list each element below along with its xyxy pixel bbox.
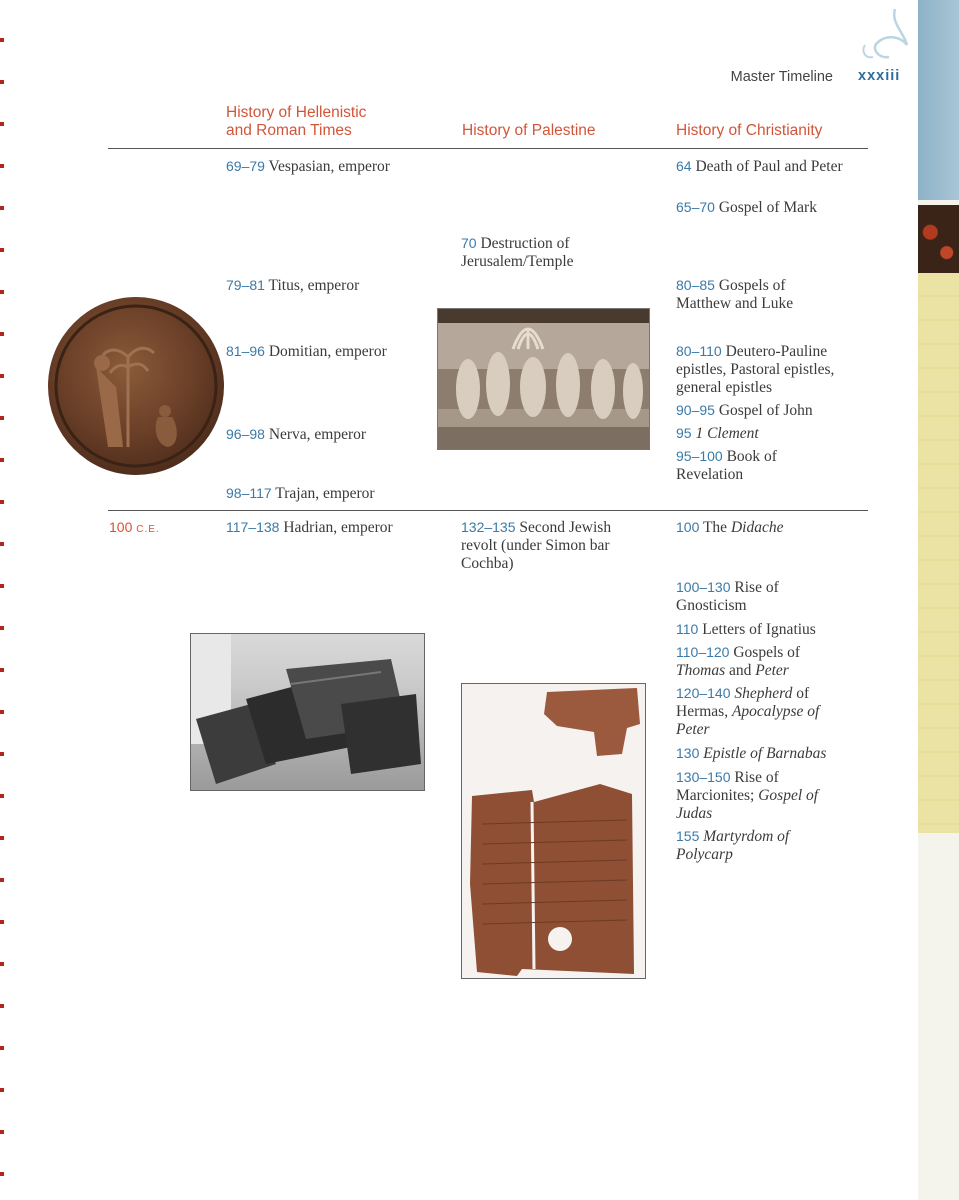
column-heading-palestine: History of Palestine xyxy=(462,122,596,139)
coin-relief-icon xyxy=(48,297,224,475)
timeline-entry xyxy=(676,578,826,615)
timeline-entry xyxy=(676,518,861,537)
timeline-entry xyxy=(676,401,861,420)
entry-years: 110 xyxy=(676,621,699,637)
running-title: Master Timeline xyxy=(730,69,833,85)
page-number: xxxiii xyxy=(858,68,901,84)
relief-figures-icon xyxy=(438,309,649,449)
entry-text: Domitian, emperor xyxy=(268,343,387,360)
entry-text-italic: Gospel of Judas xyxy=(676,787,819,822)
arch-relief-image xyxy=(437,308,650,450)
timeline-entry xyxy=(226,276,426,295)
entry-text-italic: Epistle of Barnabas xyxy=(703,745,827,762)
entry-years: 120–140 xyxy=(676,685,731,701)
strip-ornament xyxy=(918,205,959,273)
timeline-entry xyxy=(226,518,436,537)
column-heading-hellenistic xyxy=(226,104,366,140)
entry-text: Gospels of xyxy=(733,644,801,661)
entry-years: 130 xyxy=(676,745,700,761)
timeline-entry xyxy=(676,276,826,313)
entry-text: 1 Clement xyxy=(695,425,759,442)
entry-text: Rise of Marcionites; xyxy=(676,769,779,804)
entry-years: 80–110 xyxy=(676,343,722,359)
entry-years: 79–81 xyxy=(226,277,265,293)
entry-years: 130–150 xyxy=(676,769,731,785)
column-heading-hellenistic-line1: History of Hellenistic xyxy=(226,104,367,121)
entry-years: 95–100 xyxy=(676,448,723,464)
entry-text: Trajan, emperor xyxy=(275,485,375,502)
entry-years: 80–85 xyxy=(676,277,715,293)
binding-dots xyxy=(0,0,4,1200)
century-rule xyxy=(108,510,868,511)
entry-text-italic: Thomas xyxy=(676,662,726,679)
codices-image xyxy=(190,633,425,791)
entry-text: Titus, emperor xyxy=(268,277,360,294)
era-marker xyxy=(109,519,160,535)
coin-image xyxy=(48,297,224,475)
entry-years: 155 xyxy=(676,828,700,844)
entry-years: 100–130 xyxy=(676,579,731,595)
entry-years: 65–70 xyxy=(676,199,715,215)
entry-years: 96–98 xyxy=(226,426,265,442)
strip-manuscript-band xyxy=(918,273,959,833)
papyrus-image xyxy=(461,683,646,979)
entry-years: 64 xyxy=(676,158,692,174)
entry-years: 69–79 xyxy=(226,158,265,174)
timeline-entry xyxy=(676,157,846,176)
timeline-entry xyxy=(676,684,851,739)
column-heading-hellenistic-line2: and Roman Times xyxy=(226,122,352,139)
era-number: 100 xyxy=(109,519,133,535)
timeline-entry xyxy=(226,484,426,503)
timeline-entry xyxy=(461,518,646,573)
entry-text: Letters of Ignatius xyxy=(702,621,816,638)
entry-years: 90–95 xyxy=(676,402,715,418)
timeline-entry xyxy=(676,424,861,443)
entry-text: and xyxy=(728,662,752,679)
entry-text: of Hermas, xyxy=(676,685,810,720)
entry-text: Gospel of John xyxy=(718,402,813,419)
codices-stack-icon xyxy=(191,634,424,790)
entry-text: Gospels of Matthew and Luke xyxy=(676,277,794,312)
entry-years: 98–117 xyxy=(226,485,272,501)
entry-years: 132–135 xyxy=(461,519,516,535)
timeline-entry xyxy=(676,643,836,680)
entry-years: 100 xyxy=(676,519,700,535)
entry-text-italic: Peter xyxy=(755,662,789,679)
column-heading-christianity: History of Christianity xyxy=(676,122,823,139)
entry-years: 70 xyxy=(461,235,477,251)
timeline-entry xyxy=(676,744,861,763)
entry-years: 117–138 xyxy=(226,519,280,535)
entry-text: The xyxy=(702,519,728,536)
entry-text: Rise of Gnosticism xyxy=(676,579,779,614)
timeline-entry xyxy=(226,342,426,361)
papyrus-fragments-icon xyxy=(462,684,645,978)
entry-text-italic: Didache xyxy=(730,519,784,536)
entry-text: Destruction of Jerusalem/Temple xyxy=(461,235,574,270)
timeline-entry xyxy=(676,447,826,484)
strip-blue-band xyxy=(918,0,959,200)
timeline-entry xyxy=(676,827,841,864)
entry-text-italic: Martyrdom of Polycarp xyxy=(676,828,790,863)
timeline-entry xyxy=(676,620,861,639)
timeline-entry xyxy=(226,157,396,176)
entry-text: Death of Paul and Peter xyxy=(695,158,843,175)
entry-text: Gospel of Mark xyxy=(718,199,817,216)
entry-text-italic: Shepherd xyxy=(734,685,793,702)
entry-text: Deutero-Pauline epistles, Pastoral epistles, general epistles xyxy=(676,343,835,396)
header-rule xyxy=(108,148,868,149)
era-suffix: C.E. xyxy=(136,524,160,535)
timeline-entry xyxy=(676,198,856,217)
corner-flourish-icon xyxy=(855,5,915,63)
entry-text-italic: Apocalypse of Peter xyxy=(676,703,820,738)
timeline-entry xyxy=(461,234,641,271)
entry-text: Second Jewish revolt (under Simon bar Cochba) xyxy=(461,519,612,572)
timeline-entry xyxy=(676,342,861,397)
entry-text: Hadrian, emperor xyxy=(283,519,393,536)
entry-years: 110–120 xyxy=(676,644,730,660)
timeline-entry xyxy=(226,425,426,444)
entry-text: Book of Revelation xyxy=(676,448,777,483)
entry-text: Vespasian, emperor xyxy=(268,158,390,175)
timeline-entry xyxy=(676,768,851,823)
entry-years: 95 xyxy=(676,425,692,441)
entry-years: 81–96 xyxy=(226,343,265,359)
entry-text: Nerva, emperor xyxy=(268,426,367,443)
decorative-side-strip xyxy=(918,0,959,1200)
